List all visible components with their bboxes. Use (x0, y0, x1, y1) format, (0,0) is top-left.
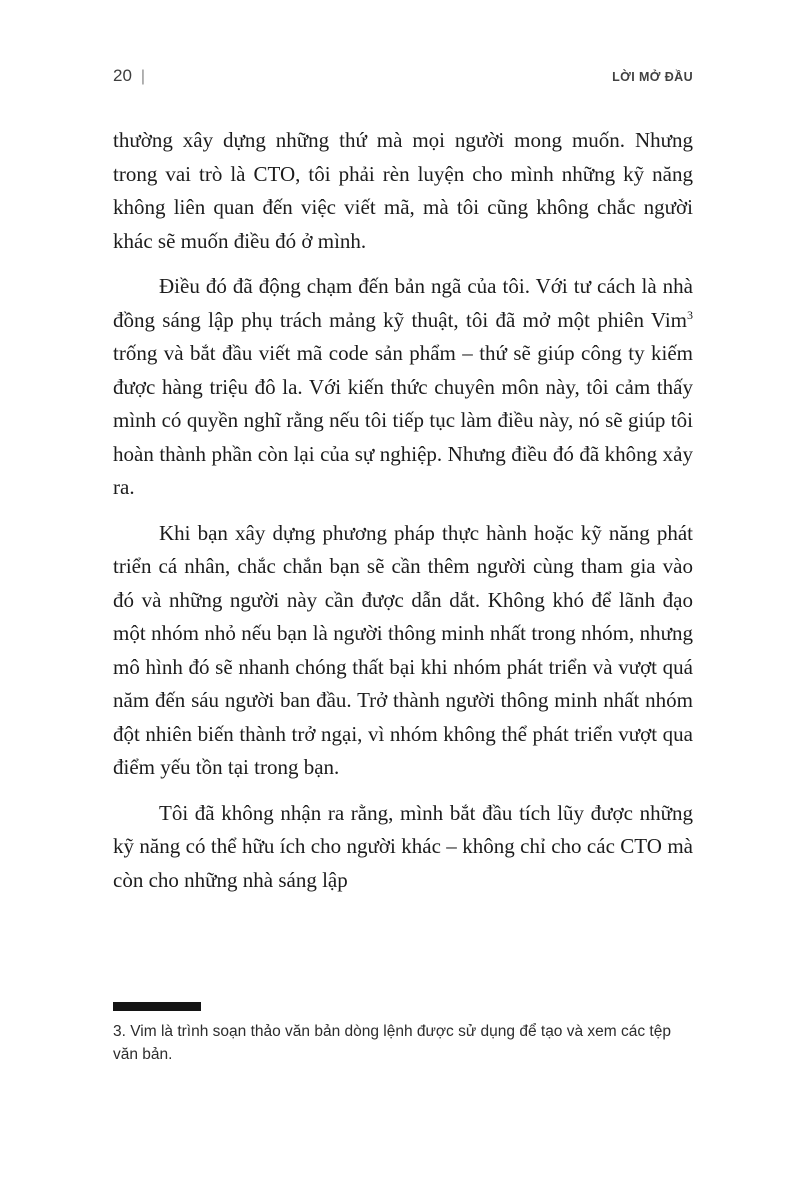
footnote-text: 3. Vim là trình soạn thảo văn bản dòng lệnh được sử dụng để tạo và xem các tệp văn bản. (113, 1023, 671, 1063)
footnote-area (113, 1002, 693, 1066)
paragraph-2-text-after: trống và bắt đầu viết mã code sản phẩm – thứ sẽ giúp công ty kiếm được hàng triệu đô la. Với kiến thức chuyên môn này, tôi cảm thấy mình có quyền nghĩ rằng nếu tôi tiếp tục làm điều này, nó sẽ giúp tôi hoàn thành phần còn lại của sự nghiệp. Nhưng điều đó đã không xảy ra. (113, 341, 693, 499)
page-header (113, 66, 693, 86)
paragraph-1: thường xây dựng những thứ mà mọi người mong muốn. Nhưng trong vai trò là CTO, tôi phải rèn luyện cho mình những kỹ năng không liên quan đến việc viết mã, mà tôi cũng không chắc người khác sẽ muốn điều đó ở mình. (113, 128, 693, 253)
footnote-reference-3: 3 (687, 307, 693, 322)
footnote-separator-rule (113, 1002, 201, 1011)
page-number: 20 (113, 66, 132, 85)
page-number-group (113, 66, 145, 86)
paragraph-2 (113, 270, 693, 505)
running-title: LỜI MỞ ĐẦU (612, 70, 693, 84)
page-number-separator: | (140, 68, 146, 85)
paragraph-3: Khi bạn xây dựng phương pháp thực hành hoặc kỹ năng phát triển cá nhân, chắc chắn bạn sẽ cần thêm người cùng tham gia vào đó và những người này cần được dẫn dắt. Không khó để lãnh đạo một nhóm nhỏ nếu bạn là người thông minh nhất trong nhóm, nhưng mô hình đó sẽ nhanh chóng thất bại khi nhóm phát triển và vượt quá năm đến sáu người ban đầu. Trở thành người thông minh nhất nhóm đột nhiên biến thành trở ngại, vì nhóm không thể phát triển vượt qua điểm yếu tồn tại trong bạn. (113, 520, 693, 779)
paragraph-2-text-before: Điều đó đã động chạm đến bản ngã của tôi. Với tư cách là nhà đồng sáng lập phụ trách mảng kỹ thuật, tôi đã mở một phiên Vim (113, 274, 693, 332)
body-text (113, 124, 693, 897)
paragraph-4: Tôi đã không nhận ra rằng, mình bắt đầu tích lũy được những kỹ năng có thể hữu ích cho người khác – không chỉ cho các CTO mà còn cho những nhà sáng lập (113, 800, 693, 892)
